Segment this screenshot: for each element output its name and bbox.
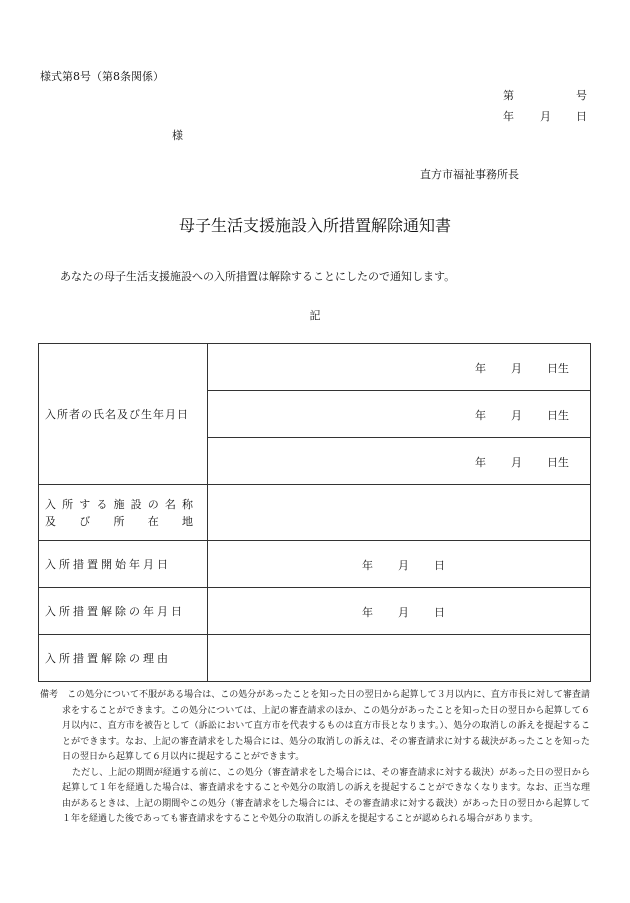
date-day: 日 (576, 110, 587, 123)
addressee: 様 (172, 129, 183, 142)
resident-label: 入所者の氏名及び生年月日 (39, 344, 208, 485)
start-year: 年 (362, 559, 373, 572)
dob-year: 年 (475, 409, 486, 422)
issuer: 直方市福祉事務所長 (420, 168, 519, 181)
document-title: 母子生活支援施設入所措置解除通知書 (178, 216, 451, 235)
remarks-paragraph-1: 備考 この処分について不服がある場合は、この処分があったことを知った日の翌日から起算して３月以内に、直方市長に対して審査請求をすることができます。この処分については、上記の審査請求のほか、この処分があったことを知った日の翌日から起算して６月以内に、直方市を被告として（訴訟において直方市を代表するものは直方市長となります。）、処分の取消しの訴えを提起することができます。なお、上記の審査請求をした場合には、処分の取消しの訴えは、その審査請求に対する裁決があったことを知った日の翌日から起算して６月以内に提起することができます。 (40, 690, 590, 762)
date-month: 月 (540, 110, 551, 123)
body-text: あなたの母子生活支援施設への入所措置は解除することにしたので通知します。 (60, 270, 456, 283)
end-date-label: 入所措置解除の年月日 (39, 588, 208, 635)
dob-birth: 日生 (547, 409, 569, 422)
remarks (40, 688, 590, 828)
resident-row-3 (208, 438, 591, 485)
facility-label-line1: 入 所 す る 施 設 の 名 称 (45, 497, 193, 511)
facility-value (208, 485, 591, 541)
end-year: 年 (362, 606, 373, 619)
number-suffix: 号 (576, 89, 587, 102)
dob-birth: 日生 (547, 456, 569, 469)
number-prefix: 第 (503, 89, 514, 102)
remarks-paragraph-2: ただし、上記の期間が経過する前に、この処分（審査請求をした場合には、その審査請求に対する裁決）があった日の翌日から起算して１年を経過した場合は、審査請求をすることや処分の取消しの訴えを提起することができなくなります。なお、正当な理由があるときは、上記の期間やこの処分（審査請求をした場合には、その審査請求に対する裁決）があった日の翌日から起算して１年を経過した後であっても審査請求をすることや処分の取消しの訴えを提起することが認められる場合があります。 (62, 767, 590, 824)
start-date-value (208, 541, 591, 588)
resident-row-1 (208, 344, 591, 391)
start-month: 月 (398, 559, 409, 572)
end-day: 日 (434, 606, 445, 619)
dob-year: 年 (475, 456, 486, 469)
dob-month: 月 (511, 362, 522, 375)
facility-label (39, 485, 208, 541)
start-day: 日 (434, 559, 445, 572)
form-number: 様式第8号（第8条関係） (40, 70, 164, 83)
date-year: 年 (503, 110, 514, 123)
dob-year: 年 (475, 362, 486, 375)
facility-label-line2: 及 び 所 在 地 (45, 514, 193, 528)
resident-row-2 (208, 391, 591, 438)
dob-month: 月 (511, 409, 522, 422)
start-date-label: 入所措置開始年月日 (39, 541, 208, 588)
dob-month: 月 (511, 456, 522, 469)
details-table (38, 343, 591, 682)
record-mark: 記 (309, 309, 321, 322)
end-date-value (208, 588, 591, 635)
end-month: 月 (398, 606, 409, 619)
reason-label: 入所措置解除の理由 (39, 635, 208, 682)
dob-birth: 日生 (547, 362, 569, 375)
reason-value (208, 635, 591, 682)
